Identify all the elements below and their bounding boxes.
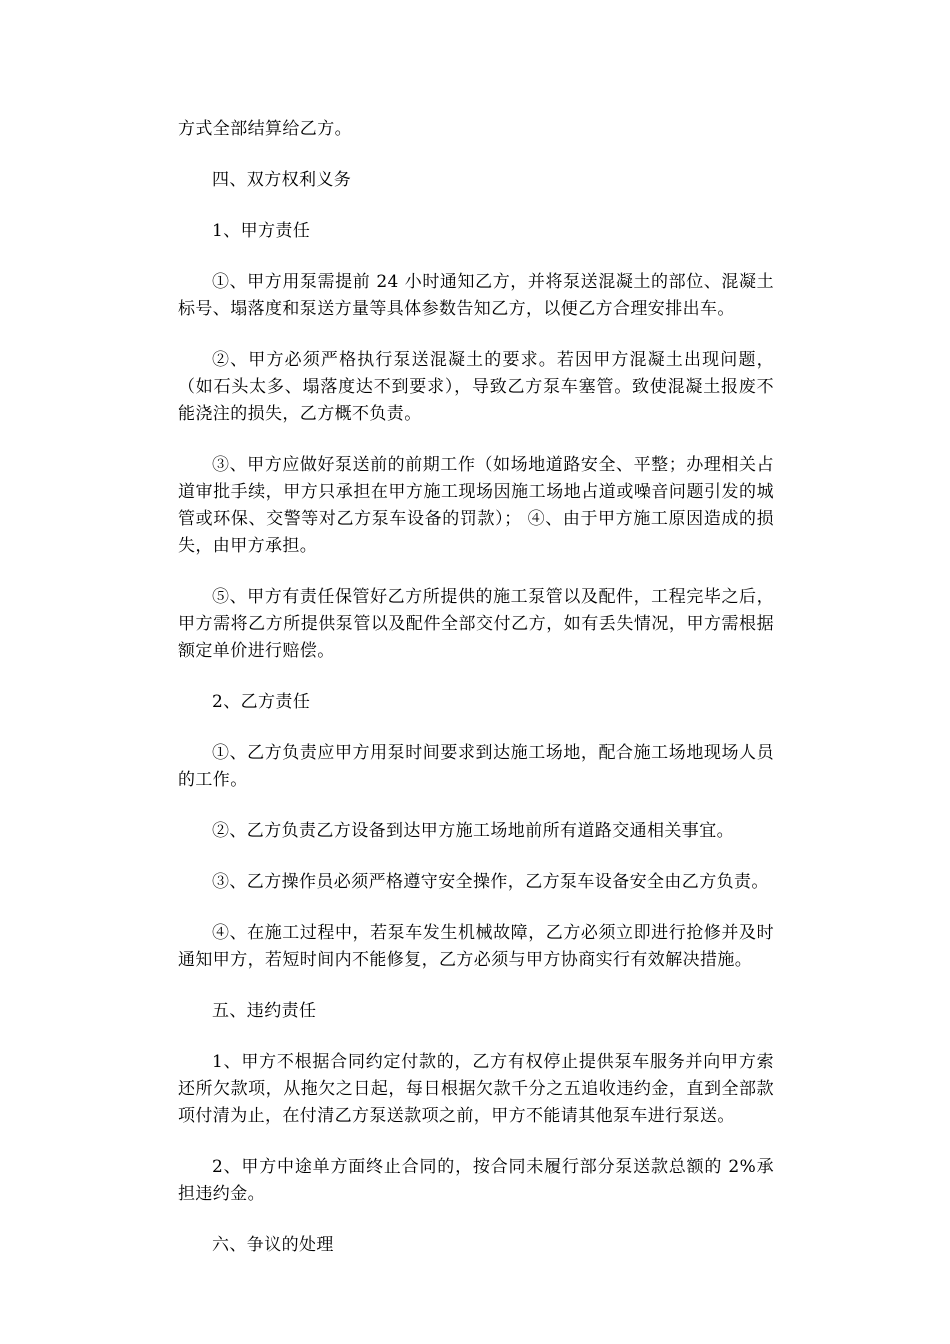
section-heading-6: 六、争议的处理	[212, 1235, 334, 1255]
paragraph-a-duty-5: ⑤、甲方有责任保管好乙方所提供的施工泵管以及配件，工程完毕之后，甲方需将乙方所提供泵管以及配件全部交付乙方，如有丢失情况，甲方需根据额定单价进行赔偿。	[178, 587, 774, 661]
paragraph-a-duty-2: ②、甲方必须严格执行泵送混凝土的要求。若因甲方混凝土出现问题，（如石头太多、塌落度达不到要求），导致乙方泵车塞管。致使混凝土报废不能浇注的损失，乙方概不负责。	[178, 350, 774, 424]
paragraph-a-duty-1: ①、甲方用泵需提前 24 小时通知乙方，并将泵送混凝土的部位、混凝土标号、塌落度和泵送方量等具体参数告知乙方，以便乙方合理安排出车。	[178, 272, 774, 319]
paragraph-breach-1: 1、甲方不根据合同约定付款的，乙方有权停止提供泵车服务并向甲方索还所欠款项，从拖欠之日起，每日根据欠款千分之五追收违约金，直到全部款项付清为止，在付清乙方泵送款项之前，甲方不能请其他泵车进行泵送。	[178, 1052, 774, 1126]
paragraph-breach-2: 2、甲方中途单方面终止合同的，按合同未履行部分泵送款总额的 2%承担违约金。	[178, 1157, 774, 1204]
paragraph-b-duty-1: ①、乙方负责应甲方用泵时间要求到达施工场地，配合施工场地现场人员的工作。	[178, 743, 774, 790]
paragraph-b-duty-2: ②、乙方负责乙方设备到达甲方施工场地前所有道路交通相关事宜。	[212, 821, 734, 841]
section-heading-5: 五、违约责任	[212, 1001, 317, 1021]
section-heading-4: 四、双方权利义务	[212, 170, 352, 190]
paragraph-b-duty-4: ④、在施工过程中，若泵车发生机械故障，乙方必须立即进行抢修并及时通知甲方，若短时间内不能修复，乙方必须与甲方协商实行有效解决措施。	[178, 923, 774, 970]
subsection-heading-party-a-duties: 1、甲方责任	[212, 221, 311, 241]
paragraph-continuation: 方式全部结算给乙方。	[178, 119, 352, 139]
paragraph-b-duty-3: ③、乙方操作员必须严格遵守安全操作，乙方泵车设备安全由乙方负责。	[212, 872, 769, 892]
paragraph-a-duty-3-4: ③、甲方应做好泵送前的前期工作（如场地道路安全、平整；办理相关占道审批手续，甲方只承担在甲方施工现场因施工场地占道或噪音问题引发的城管或环保、交警等对乙方泵车设备的罚款）； ④、由于甲方施工原因造成的损失，由甲方承担。	[178, 455, 774, 556]
subsection-heading-party-b-duties: 2、乙方责任	[212, 692, 311, 712]
